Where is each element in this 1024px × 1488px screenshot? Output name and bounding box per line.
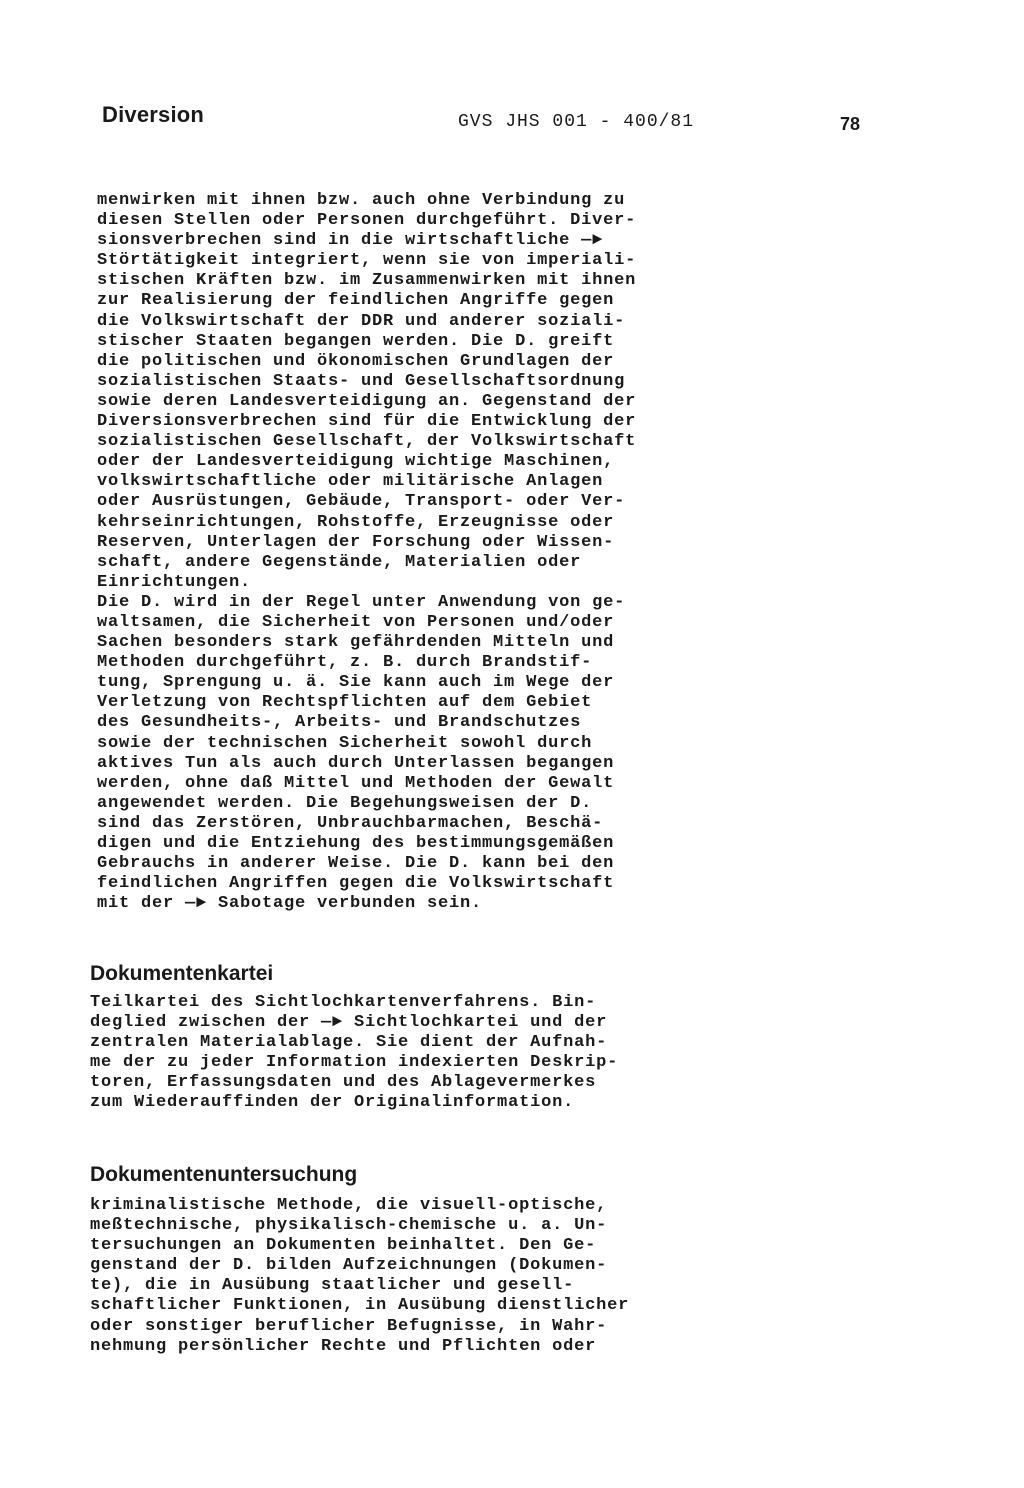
entry-body-dokumentenuntersuchung: kriminalistische Methode, die visuell-optische, meßtechnische, physikalisch-chemische u. a. Un- tersuchungen an Dokumenten beinhaltet. Den Ge- genstand der D. bilden Aufzeichnungen (Dokumen- te), die in Ausübung staatlicher und gesell- schaftlicher Funktionen, in Ausübung dienstlicher oder sonstiger beruflicher Befugnisse, in Wahr- nehmung persönlicher Rechte und Pflichten oder [90, 1196, 630, 1356]
entry-body-dokumentenkartei: Teilkartei des Sichtlochkartenverfahrens. Bin- deglied zwischen der ―► Sichtlochkartei und der zentralen Materialablage. Sie dient der Aufnah- me der zu jeder Information indexierten Deskrip- toren, Erfassungsdaten und des Ablagevermerkes zum Wiederauffinden der Originalinformation. [90, 993, 619, 1113]
running-section-title: Diversion [102, 102, 205, 127]
entry-diversion-continuation: menwirken mit ihnen bzw. auch ohne Verbindung zu diesen Stellen oder Personen durchgeführt. Diver- sionsverbrechen sind in die wirtschaftliche ―► Störtätigkeit integriert, wenn sie von imperiali- stischen Kräften bzw. im Zusammenwirken mit ihnen zur Realisierung der feindlichen Angriffe gegen die Volkswirtschaft der DDR und anderer soziali- stischer Staaten begangen werden. Die D. greift die politischen und ökonomischen Grundlagen der sozialistischen Staats- und Gesellschaftsordnung sowie deren Landesverteidigung an. Gegenstand der Diversionsverbrechen sind für die Entwicklung der sozialistischen Gesellschaft, der Volkswirtschaft oder der Landesverteidigung wichtige Maschinen, volkswirtschaftliche oder militärische Anlagen oder Ausrüstungen, Gebäude, Transport- oder Ver- kehrseinrichtungen, Rohstoffe, Erzeugnisse oder Reserven, Unterlagen der Forschung oder Wissen- schaft, andere Gegenstände, Materialien oder Einrichtungen. Die D. wird in der Regel unter Anwendung von ge- waltsamen, die Sicherheit von Personen und/oder Sachen besonders stark gefährdenden Mitteln und Methoden durchgeführt, z. B. durch Brandstif- tung, Sprengung u. ä. Sie kann auch im Wege der Verletzung von Rechtspflichten auf dem Gebiet des Gesundheits-, Arbeits- und Brandschutzes sowie der technischen Sicherheit sowohl durch aktives Tun als auch durch Unterlassen begangen werden, ohne daß Mittel und Methoden der Gewalt angewendet werden. Die Begehungsweisen der D. sind das Zerstören, Unbrauchbarmachen, Beschä- digen und die Entziehung des bestimmungsgemäßen Gebrauchs in anderer Weise. Die D. kann bei den feindlichen Angriffen gegen die Volkswirtschaft mit der ―► Sabotage verbunden sein. [97, 191, 637, 914]
entry-heading-dokumentenkartei: Dokumentenkartei [90, 962, 274, 985]
entry-heading-dokumentenuntersuchung: Dokumentenuntersuchung [90, 1163, 358, 1186]
document-reference: GVS JHS 001 - 400/81 [458, 112, 695, 132]
page-number: 78 [840, 114, 861, 134]
